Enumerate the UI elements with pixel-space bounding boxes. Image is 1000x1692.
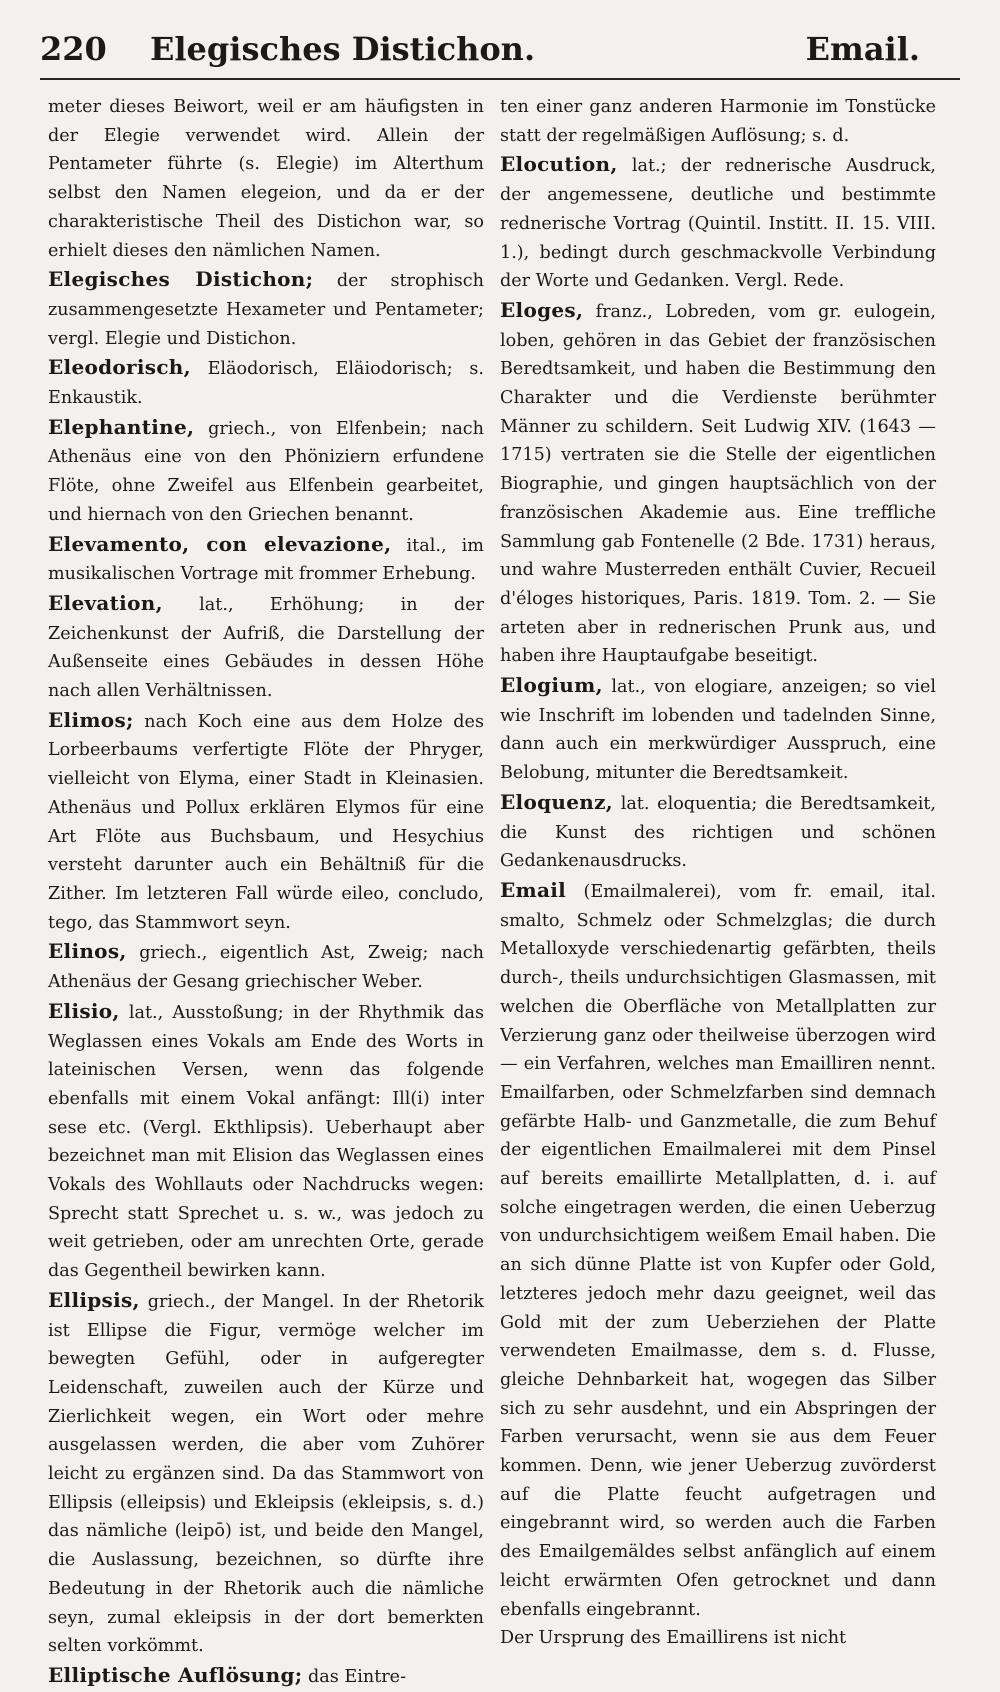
entry-text: der strophisch zusammengesetzte Hexameter und Pentameter; vergl. Elegie und Distichon. xyxy=(48,271,484,349)
entry xyxy=(48,353,484,412)
entry-text: franz., Lobreden, vom gr. eulogein, loben, gehören in das Gebiet der französischen Beredtsamkeit, und haben die Bestimmung den Charakter und die Verdienste berühmter Männer zu schildern. Seit Ludwig XIV. (1643 — 1715) vertraten sie die Stelle der eigentlichen Biographie, und gingen hauptsächlich von der französischen Akademie aus. Eine treffliche Sammlung gab Fontenelle (2 Bde. 1731) heraus, und wahre Musterreden enthält Cuvier, Recueil d'éloges historiques, Paris. 1819. Tom. 2. — Sie arteten aber in rednerischen Prunk aus, und haben ihre Hauptaufgabe beseitigt. xyxy=(500,301,936,667)
entry xyxy=(48,530,484,589)
headword: Elevamento, con elevazione, xyxy=(48,531,392,556)
entry-text: meter dieses Beiwort, weil er am häufigsten in der Elegie verwendet wird. Allein der Pentameter führte (s. Elegie) im Alterthum selbst den Namen elegeion, und da er der charakteristische Theil des Distichon war, so erhielt dieses den nämlichen Namen. xyxy=(48,97,484,261)
entry-text: lat.; der rednerische Ausdruck, der angemessene, deutliche und bestimmte rednerische Vortrag (Quintil. Institt. II. 15. VIII. 1.), bedingt durch geschmackvolle Verbindung der Worte und Gedanken. Vergl. Rede. xyxy=(500,156,936,292)
running-title-right: Email. xyxy=(805,30,920,68)
entry xyxy=(500,150,936,296)
entry-text: Der Ursprung des Emaillirens ist nicht xyxy=(500,1628,847,1649)
entry-text: lat., Erhöhung; in der Zeichenkunst der Aufriß, die Darstellung der Außenseite eines Gebäudes in dessen Höhe nach allen Verhältnissen. xyxy=(48,594,484,702)
headword: Ellipsis, xyxy=(48,1287,140,1312)
running-title-left: Elegisches Distichon. xyxy=(150,30,536,68)
headword: Elinos, xyxy=(48,939,127,964)
headword: Elocution, xyxy=(500,152,618,177)
entry xyxy=(48,589,484,706)
entry xyxy=(500,876,936,1624)
entry xyxy=(48,1661,484,1692)
entry-text: griech., von Elfenbein; nach Athenäus eine von den Phöniziern erfundene Flöte, ohne Zweifel aus Elfenbein gearbeitet, und hiernach von den Griechen benannt. xyxy=(48,418,484,525)
entry xyxy=(500,93,936,150)
headword: Eloges, xyxy=(500,297,584,322)
headword: Elimos; xyxy=(48,707,134,732)
entry-text: griech., der Mangel. In der Rhetorik ist Ellipse die Figur, vermöge welcher im bewegten Gefühl, oder in aufgeregter Leidenschaft, zuweilen auch der Kürze und Zierlichkeit wegen, ein Wort oder mehre ausgelassen werden, die aber vom Zuhörer leicht zu ergänzen sind. Da das Stammwort von Ellipsis (elleipsis) und Ekleipsis (ekleipsis, s. d.) das nämliche (leipō) ist, und beide den Mangel, die Auslassung, bezeichnen, so dürfte ihre Bedeutung in der Rhetorik auch die nämliche seyn, zumal ekleipsis in der dort bemerkten selten vorkömmt. xyxy=(48,1291,484,1657)
headword: Eloquenz, xyxy=(500,789,613,814)
entry xyxy=(48,413,484,530)
left-column xyxy=(48,93,484,1692)
entry xyxy=(500,1624,936,1653)
entry-text: nach Koch eine aus dem Holze des Lorbeerbaums verfertigte Flöte der Phryger, vielleicht von Elyma, einer Stadt in Kleinasien. Athenäus und Pollux erklären Elymos für eine Art Flöte aus Buchsbaum, und Hesychius versteht darunter auch ein Behältniß für die Zither. Im letzteren Fall würde eileo, concludo, tego, das Stammwort seyn. xyxy=(48,711,484,933)
entry xyxy=(48,997,484,1286)
page-header xyxy=(40,18,960,80)
headword: Elephantine, xyxy=(48,414,195,439)
entry xyxy=(48,1286,484,1661)
entry-text: (Emailmalerei), vom fr. email, ital. smalto, Schmelz oder Schmelzglas; die durch Metalloxyde verschiedenartig gefärbten, theils durch-, theils undurchsichtigen Glasmassen, mit welchen die Oberfläche von Metallplatten zur Verzierung ganz oder theilweise überzogen wird — ein Verfahren, welches man Emailliren nennt. Emailfarben, oder Schmelzfarben sind demnach gefärbte Halb- und Ganzmetalle, die zum Behuf der eigentlichen Emailmalerei mit dem Pinsel auf bereits emaillirte Metallplatten, d. i. auf solche eingetragen werden, die einen Ueberzug von undurchsichtigem weißem Email haben. Die an sich dünne Platte ist von Kupfer oder Gold, letzteres jedoch mehr dazu geeignet, weil das Gold mit der zum Ueberziehen der Platte verwendeten Emailmasse, dem s. d. Flusse, gleiche Dehnbarkeit hat, wogegen das Silber sich zu sehr ausdehnt, und ein Abspringen der Farben verursacht, wenn sie aus dem Feuer kommen. Denn, wie jener Ueberzug zuvörderst auf die Platte feucht aufgetragen und eingebrannt wird, so werden auch die Farben des Emailgemäldes selbst anfänglich auf einem leicht erwärmten Ofen getrocknet und dann ebenfalls eingebrannt. xyxy=(500,881,936,1620)
entry-text: lat., von elogiare, anzeigen; so viel wie Inschrift im lobenden und tadelnden Sinne, dann auch ein merkwürdiger Ausspruch, eine Belobung, mitunter die Beredtsamkeit. xyxy=(500,677,936,784)
entry xyxy=(48,937,484,996)
entry-text: lat. eloquentia; die Beredtsamkeit, die Kunst des richtigen und schönen Gedankenausdrucks. xyxy=(500,793,936,872)
headword: Email xyxy=(500,877,567,902)
headword: Elogium, xyxy=(500,673,603,698)
entry-text: lat., Ausstoßung; in der Rhythmik das Weglassen eines Vokals am Ende des Worts in lateinischen Versen, wenn das folgende ebenfalls mit einem Vokal anfängt: Ill(i) inter sese etc. (Vergl. Ekthlipsis). Ueberhaupt aber bezeichnet man mit Elision das Weglassen eines Vokals des Wohllauts oder Nachdrucks wegen: Sprecht statt Sprechet u. s. w., was jedoch zu weit getrieben, oder am unrechten Orte, gerade das Gegentheil bewirken kann. xyxy=(48,1002,484,1282)
headword: Eleodorisch, xyxy=(48,355,191,380)
page-number: 220 xyxy=(40,30,107,68)
entry xyxy=(500,671,936,788)
headword: Elevation, xyxy=(48,590,163,615)
entry-text: das Eintre- xyxy=(302,1666,407,1687)
entry-text: ten einer ganz anderen Harmonie im Tonstücke statt der regelmäßigen Auflösung; s. d. xyxy=(500,97,936,146)
headword: Elliptische Auflösung; xyxy=(48,1662,303,1687)
entry-text: griech., eigentlich Ast, Zweig; nach Athenäus der Gesang griechischer Weber. xyxy=(48,943,484,993)
headword: Elegisches Distichon; xyxy=(48,267,314,292)
entry xyxy=(48,706,484,938)
entry-text: Eläodorisch, Eläiodorisch; s. Enkaustik. xyxy=(48,359,484,409)
entry xyxy=(48,93,484,265)
entry xyxy=(48,265,484,353)
entry xyxy=(500,788,936,876)
headword: Elisio, xyxy=(48,998,120,1023)
right-column xyxy=(500,93,936,1653)
entry xyxy=(500,296,936,671)
entry-text: ital., im musikalischen Vortrage mit frommer Erhebung. xyxy=(48,535,484,585)
